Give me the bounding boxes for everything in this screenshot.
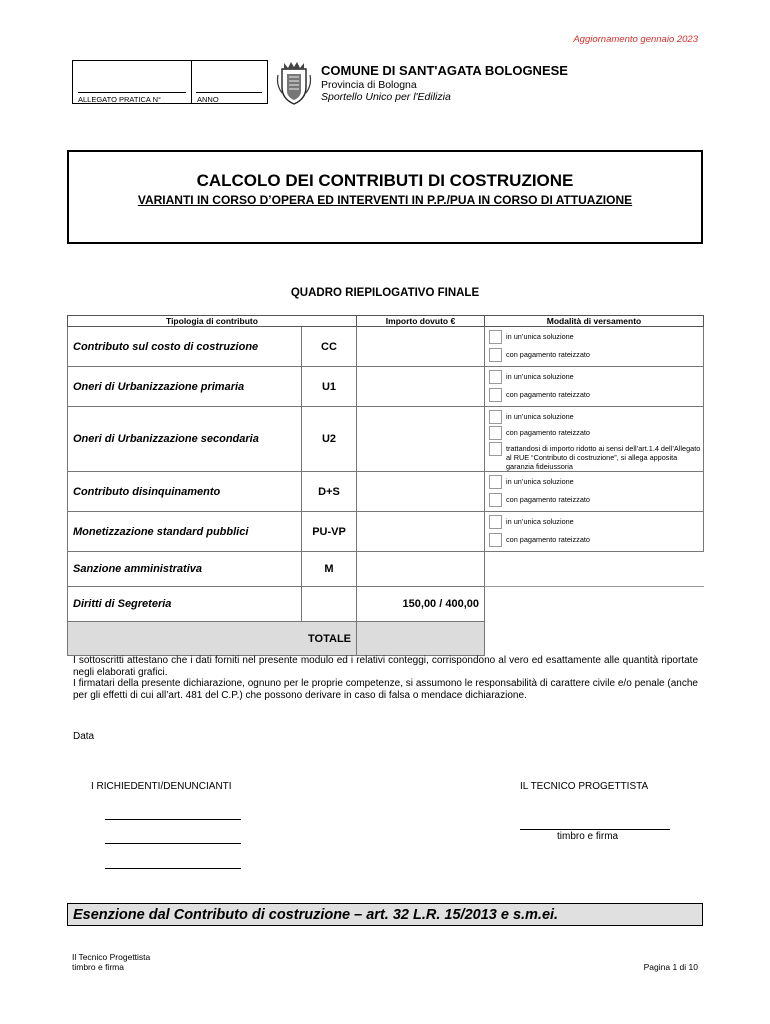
- option-label: con pagamento rateizzato: [506, 350, 590, 359]
- payment-checkbox[interactable]: [489, 370, 502, 384]
- anno-field[interactable]: [196, 92, 262, 93]
- option-label: in un’unica soluzione: [506, 477, 574, 486]
- quadro-heading: QUADRO RIEPILOGATIVO FINALE: [290, 287, 480, 299]
- table-header-row: [68, 316, 704, 327]
- footer-signature-note: [72, 952, 150, 972]
- payment-checkbox[interactable]: [489, 388, 502, 402]
- option-label: in un’unica soluzione: [506, 372, 574, 381]
- amount-field[interactable]: [357, 327, 485, 367]
- update-note: Aggiornamento gennaio 2023: [573, 34, 698, 45]
- payment-checkbox[interactable]: [489, 442, 502, 456]
- total-amount-field[interactable]: [357, 622, 485, 656]
- allegato-pratica-box: [72, 60, 268, 104]
- page-number: Pagina 1 di 10: [643, 962, 698, 972]
- row-code: U2: [302, 407, 357, 472]
- option-label: in un’unica soluzione: [506, 332, 574, 341]
- row-label: Monetizzazione standard pubblici: [68, 512, 302, 552]
- option-label: in un’unica soluzione: [506, 412, 574, 421]
- payment-checkbox[interactable]: [489, 348, 502, 362]
- table-row: [68, 327, 704, 367]
- payment-checkbox[interactable]: [489, 515, 502, 529]
- row-code: PU-VP: [302, 512, 357, 552]
- column-header: Tipologia di contributo: [68, 316, 357, 327]
- table-row: [68, 587, 704, 622]
- document-subtitle: VARIANTI IN CORSO D’OPERA ED INTERVENTI IN P.P./PUA IN CORSO DI ATTUAZIONE: [137, 193, 633, 207]
- option-label: con pagamento rateizzato: [506, 428, 590, 437]
- esenzione-heading: Esenzione dal Contributo di costruzione – art. 32 L.R. 15/2013 e s.m.ei.: [67, 903, 703, 926]
- segreteria-amount: 150,00 / 400,00: [357, 587, 485, 622]
- timbro-label: timbro e firma: [557, 831, 619, 842]
- row-label: Oneri di Urbanizzazione secondaria: [68, 407, 302, 472]
- richiedente-signature-line[interactable]: [105, 843, 241, 844]
- column-header: Modalità di versamento: [485, 316, 704, 327]
- footer-line: Il Tecnico Progettista: [72, 952, 151, 962]
- richiedenti-label: I RICHIEDENTI/DENUNCIANTI: [91, 781, 232, 792]
- comune-name: COMUNE DI SANT'AGATA BOLOGNESE: [321, 63, 568, 78]
- total-row: [68, 622, 704, 656]
- tecnico-label: IL TECNICO PROGETTISTA: [520, 781, 649, 792]
- payment-options: [485, 512, 704, 552]
- option-label: trattandosi di importo ridotto ai sensi dell’art.1.4 dell’Allegato al RUE “Contributo di costruzione”, si allega apposita garanzia fideiussoria: [506, 444, 701, 471]
- row-code: U1: [302, 367, 357, 407]
- footer-line: timbro e firma: [72, 962, 124, 972]
- anno-label: ANNO: [197, 95, 219, 104]
- option-label: con pagamento rateizzato: [506, 390, 590, 399]
- declaration-paragraph-1: I sottoscritti attestano che i dati forniti nel presente modulo ed i relativi conteggi, corrispondono al vero ed esattamente alle quantità riportate negli elaborati grafici.: [73, 655, 698, 678]
- payment-options: [485, 367, 704, 407]
- payment-checkbox[interactable]: [489, 493, 502, 507]
- richiedente-signature-line[interactable]: [105, 868, 241, 869]
- tecnico-signature-line[interactable]: [520, 829, 670, 830]
- row-label: Contributo sul costo di costruzione: [68, 327, 302, 367]
- provincia: Provincia di Bologna: [321, 79, 417, 91]
- row-label: Oneri di Urbanizzazione primaria: [68, 367, 302, 407]
- amount-field[interactable]: [357, 512, 485, 552]
- table-row: [68, 367, 704, 407]
- allegato-number-field[interactable]: [78, 92, 186, 93]
- option-label: con pagamento rateizzato: [506, 535, 590, 544]
- row-code: [302, 587, 357, 622]
- payment-checkbox[interactable]: [489, 533, 502, 547]
- payment-options: [485, 472, 704, 512]
- table-row: [68, 407, 704, 472]
- municipal-crest-icon: [276, 61, 312, 105]
- amount-field[interactable]: [357, 407, 485, 472]
- payment-checkbox[interactable]: [489, 426, 502, 440]
- payment-checkbox[interactable]: [489, 330, 502, 344]
- richiedente-signature-line[interactable]: [105, 819, 241, 820]
- declaration-text: [73, 655, 698, 701]
- option-label: con pagamento rateizzato: [506, 495, 590, 504]
- declaration-paragraph-2: I firmatari della presente dichiarazione, ognuno per le proprie competenze, si assumono le responsabilità di carattere civile e/o penale (anche per gli effetti di cui all’art. 481 del C.P.) che possono derivare in caso di falsa o mendace dichiarazione.: [73, 678, 698, 701]
- document-title: CALCOLO DEI CONTRIBUTI DI COSTRUZIONE: [196, 171, 574, 190]
- allegato-label: ALLEGATO PRATICA N°: [78, 95, 162, 104]
- payment-checkbox[interactable]: [489, 475, 502, 489]
- row-label: Sanzione amministrativa: [68, 552, 302, 587]
- total-label: TOTALE: [68, 622, 357, 656]
- payment-checkbox[interactable]: [489, 410, 502, 424]
- row-code: D+S: [302, 472, 357, 512]
- row-code: M: [302, 552, 357, 587]
- amount-field[interactable]: [357, 472, 485, 512]
- payment-options: [485, 327, 704, 367]
- riepilogo-table: [67, 315, 704, 656]
- option-label: in un’unica soluzione: [506, 517, 574, 526]
- amount-field[interactable]: [357, 367, 485, 407]
- row-label: Contributo disinquinamento: [68, 472, 302, 512]
- column-header: Importo dovuto €: [357, 316, 485, 327]
- table-row: [68, 512, 704, 552]
- table-row: [68, 472, 704, 512]
- table-row: [68, 552, 704, 587]
- sportello-unico: Sportello Unico per l'Edilizia: [321, 91, 451, 103]
- row-code: CC: [302, 327, 357, 367]
- payment-options: [485, 407, 704, 472]
- amount-field[interactable]: [357, 552, 485, 587]
- row-label: Diritti di Segreteria: [68, 587, 302, 622]
- date-label: Data: [73, 731, 95, 742]
